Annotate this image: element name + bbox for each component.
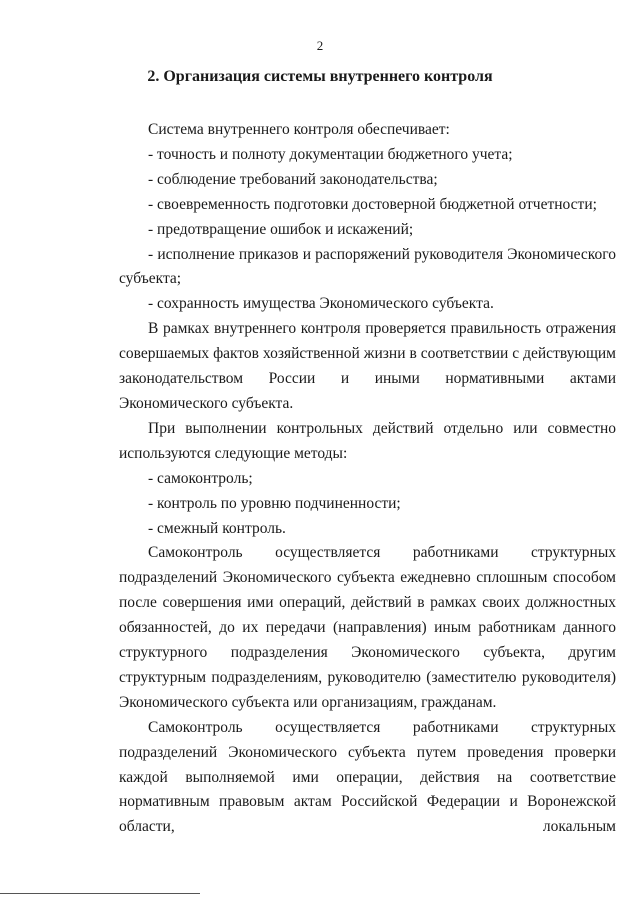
list-item: - сохранность имущества Экономического субъекта. (148, 295, 494, 313)
page-number: 2 (316, 38, 324, 53)
list-item: - исполнение приказов и распоряжений руководителя Экономического субъекта; (119, 245, 616, 288)
list-item: - предотвращение ошибок и искажений; (148, 220, 414, 238)
list-item: - точность и полноту документации бюджетного учета; (148, 145, 513, 163)
paragraph: В рамках внутреннего контроля проверяется правильность отражения совершаемых фактов хозяйственной жизни в соответствии с действующим законодательством России и иными нормативными актами Экономического субъекта. (119, 320, 616, 412)
list-item: - своевременность подготовки достоверной бюджетной отчетности; (148, 195, 597, 213)
list-item: - соблюдение требований законодательства; (148, 170, 438, 188)
list-item: - самоконтроль; (148, 469, 253, 487)
footnote-rule (0, 893, 200, 894)
paragraph: Система внутреннего контроля обеспечивает: (148, 121, 450, 138)
paragraph: Самоконтроль осуществляется работниками структурных подразделений Экономического субъекта путем проведения проверки каждой выполняемой ими операции, действия на соответствие нормативным правовым актам Российской Федерации и Воронежской области, локальным (119, 718, 616, 836)
section-heading: 2. Организация системы внутреннего контроля (147, 68, 493, 85)
paragraph: При выполнении контрольных действий отдельно или совместно используются следующие методы: (119, 419, 616, 462)
list-item: - смежный контроль. (148, 519, 286, 537)
body-text (119, 118, 616, 840)
list-item: - контроль по уровню подчиненности; (148, 494, 401, 512)
paragraph: Самоконтроль осуществляется работниками структурных подразделений Экономического субъекта ежедневно сплошным способом после совершения ими операций, действий в рамках своих должностных обязанностей, до их передачи (направления) иным работникам данного структурного подразделения Экономического субъекта, другим структурным подразделениям, руководителю (заместителю руководителя) Экономического субъекта или организациям, гражданам. (119, 544, 616, 711)
